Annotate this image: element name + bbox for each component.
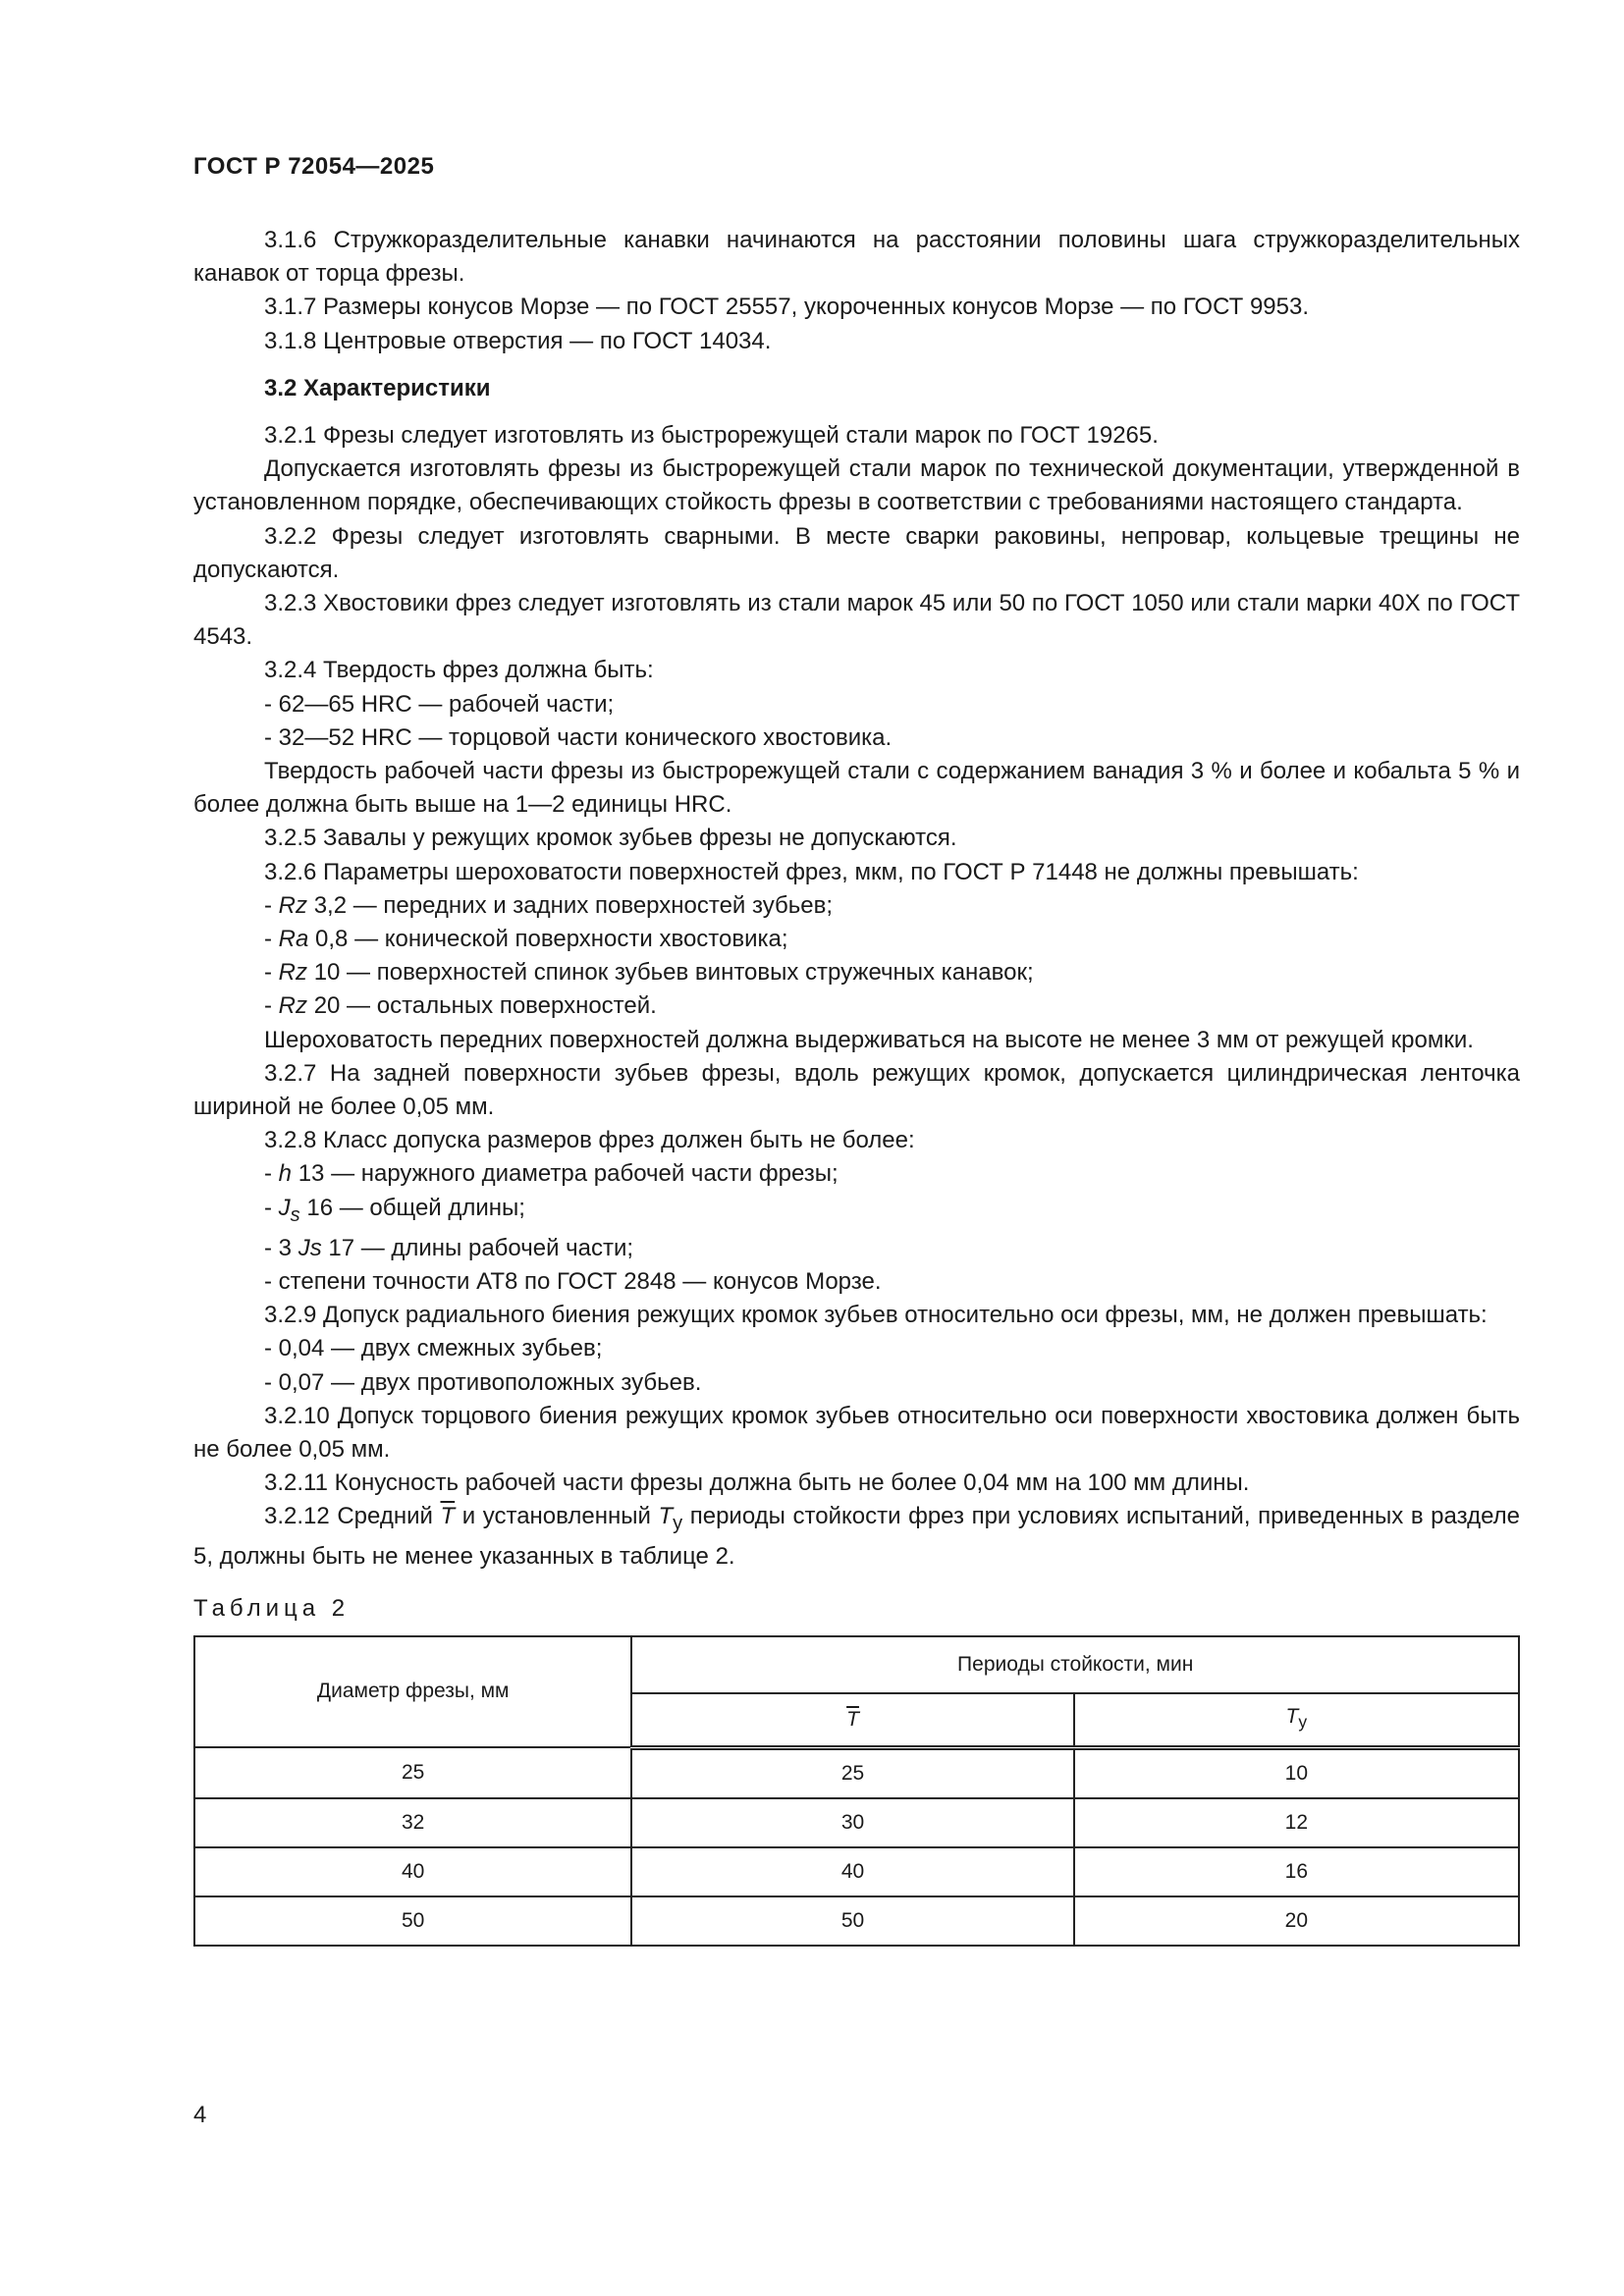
clause-3-1-6: 3.1.6 Стружкоразделительные канавки начинаются на расстоянии половины шага стружкоразделительных канавок от торца фрезы. <box>193 227 1520 288</box>
list-dash: - <box>264 992 272 1020</box>
table-row <box>194 1747 1519 1798</box>
header-mean-period <box>631 1693 1073 1748</box>
mean-period-symbol: $\overline{T}$ <box>440 1503 456 1530</box>
cell-set-period: 16 <box>1074 1847 1519 1896</box>
list-item-text: 10 — поверхностей спинок зубьев винтовых стружечных канавок; <box>313 959 1034 987</box>
clause-3-2-4-continued: Твердость рабочей части фрезы из быстрорежущей стали с содержанием ванадия 3 % и более и кобальта 5 % и более должна быть выше на 1—2 единицы HRC. <box>193 758 1520 819</box>
list-dash: - <box>264 1160 272 1188</box>
cell-mean-period: 30 <box>631 1798 1073 1847</box>
cell-mean-period: 40 <box>631 1847 1073 1896</box>
clause-3-2-6-continued: Шероховатость передних поверхностей должна выдерживаться на высоте не менее 3 мм от режущей кромки. <box>264 1026 1474 1053</box>
cell-mean-period: 50 <box>631 1896 1073 1946</box>
clause-text: и установленный <box>461 1503 651 1530</box>
list-item-text: 20 — остальных поверхностей. <box>313 992 657 1020</box>
clause-3-2-8: 3.2.8 Класс допуска размеров фрез должен быть не более: <box>264 1127 915 1154</box>
header-diameter: Диаметр фрезы, мм <box>194 1636 631 1748</box>
list-dash: - <box>264 891 272 919</box>
list-item: - 0,04 — двух смежных зубьев; <box>264 1335 603 1362</box>
list-item: - 0,07 — двух противоположных зубьев. <box>264 1368 702 1396</box>
document-body <box>193 224 1520 1947</box>
list-item <box>193 889 1520 923</box>
list-dash: - <box>264 959 272 987</box>
table-row <box>194 1896 1519 1946</box>
list-item <box>193 989 1520 1023</box>
list-item-text: 16 — общей длины; <box>306 1194 525 1221</box>
table-caption: Таблица 2 <box>193 1594 351 1622</box>
clause-text: периоды стойкости фрез при условиях испытаний, приведенных в разделе 5, должны быть не менее указанных в таблице 2. <box>193 1503 1520 1571</box>
cell-diameter: 32 <box>194 1798 631 1847</box>
clause-3-2-1: 3.2.1 Фрезы следует изготовлять из быстрорежущей стали марок по ГОСТ 19265. <box>264 422 1159 450</box>
cell-mean-period: 25 <box>631 1747 1073 1798</box>
clause-3-2-6: 3.2.6 Параметры шероховатости поверхностей фрез, мкм, по ГОСТ Р 71448 не должны превышать: <box>264 858 1359 885</box>
tolerance-symbol: Js <box>298 1234 322 1261</box>
roughness-symbol: Rz <box>278 992 308 1020</box>
set-period-subscript: у <box>673 1513 683 1535</box>
clause-3-2-1-continued: Допускается изготовлять фрезы из быстрорежущей стали марок по технической документации, утвержденной в установленном порядке, обеспечивающих стойкость фрезы в соответствии с требованиями настоящего стандарта. <box>193 455 1520 516</box>
list-item-text: 13 — наружного диаметра рабочей части фрезы; <box>298 1160 839 1188</box>
list-item: - степени точности AT8 по ГОСТ 2848 — конусов Морзе. <box>264 1267 882 1295</box>
list-dash: - <box>264 926 272 953</box>
section-heading-3-2: 3.2 Характеристики <box>264 374 491 401</box>
tool-life-table <box>193 1635 1520 1947</box>
header-periods: Периоды стойкости, мин <box>631 1636 1519 1693</box>
set-period-subscript: у <box>1298 1712 1308 1733</box>
table-row <box>194 1847 1519 1896</box>
table-row <box>194 1798 1519 1847</box>
clause-3-2-2: 3.2.2 Фрезы следует изготовлять сварными. В месте сварки раковины, непровар, кольцевые трещины не допускаются. <box>193 522 1520 583</box>
cell-set-period: 20 <box>1074 1896 1519 1946</box>
header-set-period <box>1074 1693 1519 1748</box>
set-period-symbol: T <box>1285 1705 1299 1729</box>
clause-3-2-7: 3.2.7 На задней поверхности зубьев фрезы, вдоль режущих кромок, допускается цилиндрическая ленточка шириной не более 0,05 мм. <box>193 1059 1520 1121</box>
list-item: - 62—65 HRC — рабочей части; <box>264 690 615 718</box>
list-item <box>193 1157 1520 1191</box>
list-item: - 32—52 HRC — торцовой части конического хвостовика. <box>264 723 893 751</box>
page-number: 4 <box>193 2102 207 2128</box>
document-page <box>193 0 1520 2296</box>
cell-set-period: 12 <box>1074 1798 1519 1847</box>
list-item-text: 0,8 — конической поверхности хвостовика; <box>315 926 788 953</box>
roughness-symbol: Rz <box>278 959 308 987</box>
clause-3-2-5: 3.2.5 Завалы у режущих кромок зубьев фрезы не допускаются. <box>264 825 957 852</box>
list-item <box>193 1192 1520 1232</box>
list-item <box>193 956 1520 989</box>
tolerance-symbol: h <box>278 1160 293 1188</box>
list-prefix: - 3 <box>264 1234 293 1261</box>
clause-3-1-8: 3.1.8 Центровые отверстия — по ГОСТ 14034. <box>264 327 772 354</box>
mean-period-symbol: $\overline{T}$ <box>846 1707 859 1731</box>
clause-3-2-3: 3.2.3 Хвостовики фрез следует изготовлять из стали марок 45 или 50 по ГОСТ 1050 или стали марки 40Х по ГОСТ 4543. <box>193 590 1520 651</box>
document-code: ГОСТ Р 72054—2025 <box>193 153 435 180</box>
clause-3-2-4: 3.2.4 Твердость фрез должна быть: <box>264 657 654 684</box>
list-dash: - <box>264 1194 272 1221</box>
clause-3-2-11: 3.2.11 Конусность рабочей части фрезы должна быть не более 0,04 мм на 100 мм длины. <box>264 1469 1250 1497</box>
clause-3-2-12 <box>193 1500 1520 1574</box>
tolerance-subscript: s <box>290 1203 300 1226</box>
list-item-text: 17 — длины рабочей части; <box>328 1234 634 1261</box>
roughness-symbol: Ra <box>278 926 309 953</box>
clause-3-2-9: 3.2.9 Допуск радиального биения режущих кромок зубьев относительно оси фрезы, мм, не должен превышать: <box>264 1302 1488 1329</box>
cell-diameter: 25 <box>194 1747 631 1798</box>
cell-diameter: 40 <box>194 1847 631 1896</box>
list-item <box>193 923 1520 956</box>
cell-diameter: 50 <box>194 1896 631 1946</box>
clause-3-1-7: 3.1.7 Размеры конусов Морзе — по ГОСТ 25557, укороченных конусов Морзе — по ГОСТ 9953. <box>264 294 1310 321</box>
tolerance-symbol: J <box>278 1194 291 1221</box>
list-item-text: 3,2 — передних и задних поверхностей зубьев; <box>313 891 834 919</box>
roughness-symbol: Rz <box>278 891 308 919</box>
clause-text: 3.2.12 Средний <box>264 1503 433 1530</box>
set-period-symbol: T <box>658 1503 674 1530</box>
clause-3-2-10: 3.2.10 Допуск торцового биения режущих кромок зубьев относительно оси поверхности хвостовика должен быть не более 0,05 мм. <box>193 1402 1520 1463</box>
list-item <box>193 1232 1520 1265</box>
cell-set-period: 10 <box>1074 1747 1519 1798</box>
